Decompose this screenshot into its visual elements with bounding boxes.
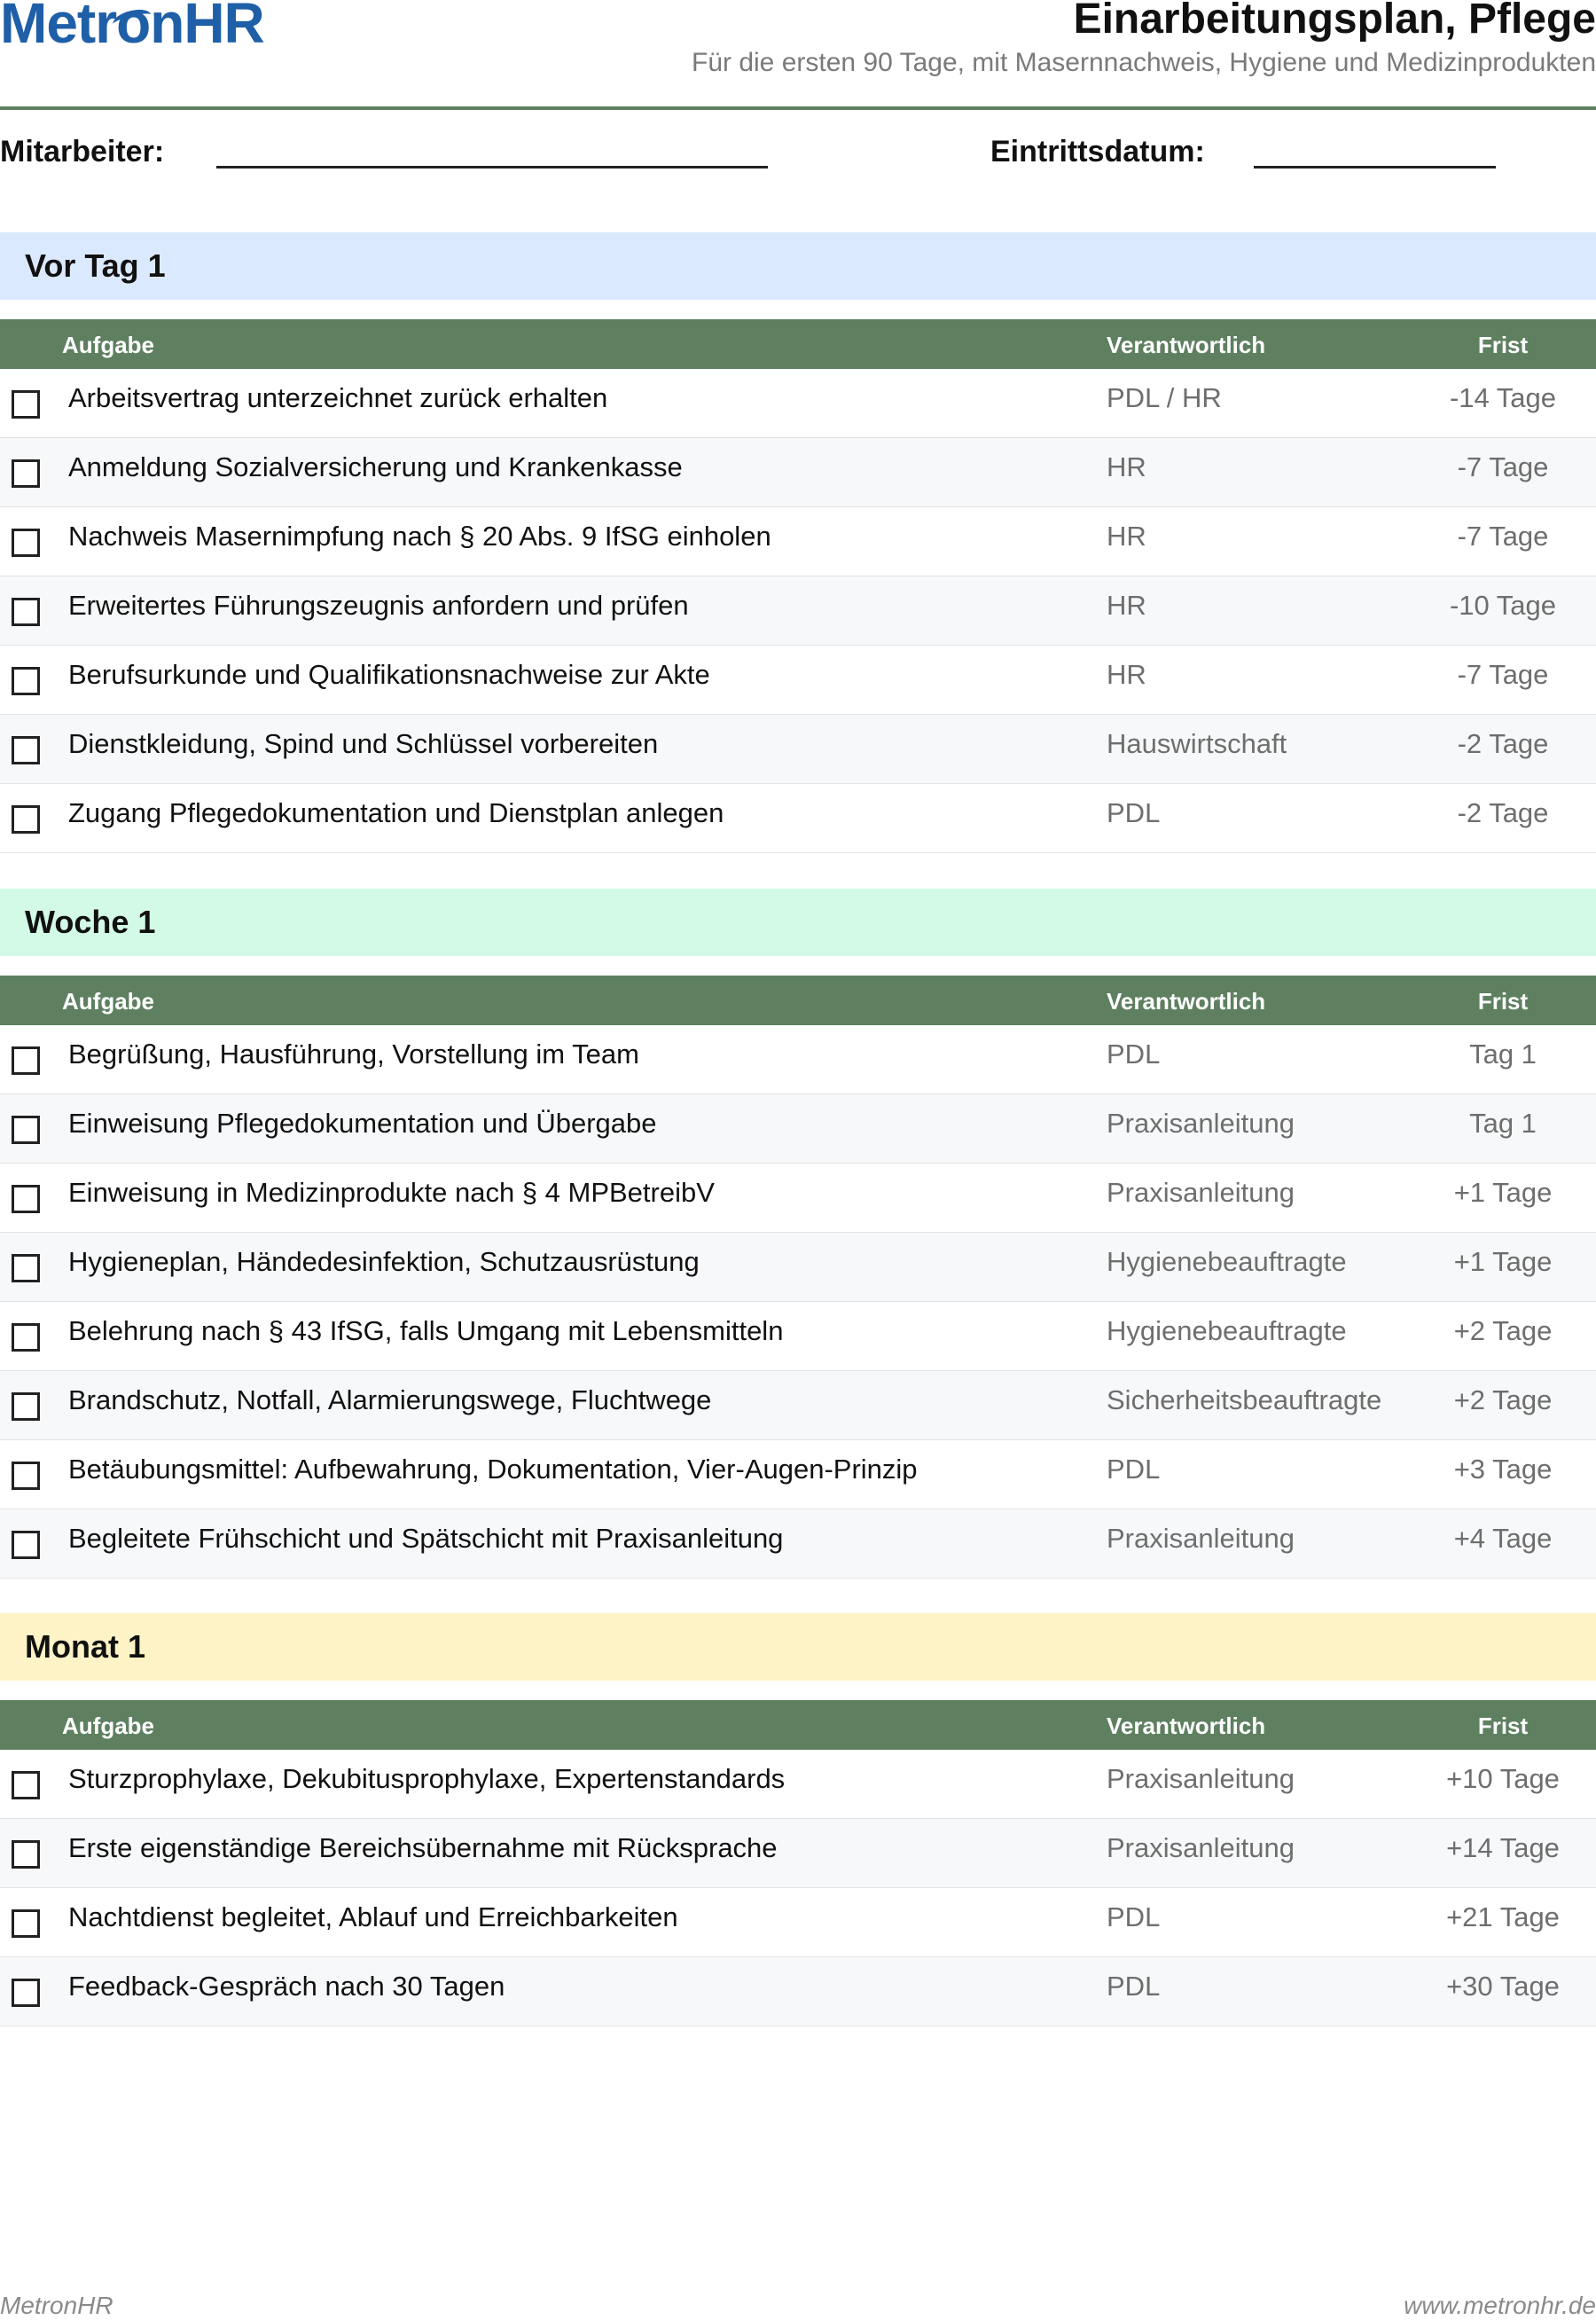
column-header-task: Aufgabe [62, 988, 154, 1015]
table-row [0, 1025, 1596, 1094]
table-row [0, 1371, 1596, 1440]
table-body [0, 369, 1596, 853]
responsible-text: PDL [1107, 1901, 1161, 1932]
responsible-text: HR [1107, 590, 1146, 621]
table-month-1 [0, 1700, 1596, 2026]
footer-brand: MetronHR [0, 2292, 113, 2319]
task-checkbox[interactable] [12, 667, 40, 695]
task-text: Feedback-Gespräch nach 30 Tagen [68, 1971, 505, 2002]
section-header-before-day-1: Vor Tag 1 [0, 232, 1596, 300]
logo-text-orb: o [116, 0, 151, 55]
table-row [0, 369, 1596, 438]
task-text: Anmeldung Sozialversicherung und Krankenkasse [68, 451, 683, 482]
column-header-due: Frist [1477, 332, 1529, 358]
task-text: Zugang Pflegedokumentation und Dienstplan anlegen [68, 797, 724, 828]
task-text: Dienstkleidung, Spind und Schlüssel vorbereiten [68, 728, 659, 759]
due-text: Tag 1 [1469, 1039, 1537, 1070]
column-header-due: Frist [1477, 988, 1529, 1015]
task-checkbox[interactable] [12, 529, 40, 557]
table-row [0, 1750, 1596, 1819]
task-text: Nachtdienst begleitet, Ablauf und Erreichbarkeiten [68, 1901, 678, 1932]
logo-text-start: Metr [0, 0, 117, 55]
table-row [0, 1888, 1596, 1957]
due-text: +21 Tage [1446, 1901, 1560, 1932]
responsible-text: HR [1107, 451, 1146, 482]
due-text: -2 Tage [1457, 728, 1549, 759]
table-week-1 [0, 976, 1596, 1579]
responsible-text: PDL [1107, 1971, 1161, 2002]
responsible-text: PDL [1107, 1039, 1161, 1070]
table-body [0, 1750, 1596, 2026]
task-checkbox[interactable] [12, 1531, 40, 1559]
task-text: Hygieneplan, Händedesinfektion, Schutzausrüstung [68, 1246, 700, 1277]
due-text: +30 Tage [1446, 1971, 1560, 2002]
header-divider [0, 106, 1596, 110]
due-text: +14 Tage [1446, 1832, 1560, 1863]
task-text: Begrüßung, Hausführung, Vorstellung im Team [68, 1039, 639, 1070]
due-text: Tag 1 [1469, 1108, 1537, 1139]
due-text: -7 Tage [1457, 521, 1549, 552]
task-text: Erweitertes Führungszeugnis anfordern und prüfen [68, 590, 689, 621]
due-text: +2 Tage [1453, 1315, 1553, 1346]
task-text: Erste eigenständige Bereichsübernahme mit Rücksprache [68, 1832, 778, 1863]
due-text: +3 Tage [1453, 1454, 1553, 1485]
task-checkbox[interactable] [12, 1323, 40, 1352]
column-header-due: Frist [1477, 1713, 1529, 1739]
task-text: Belehrung nach § 43 IfSG, falls Umgang mit Lebensmitteln [68, 1315, 784, 1346]
table-row [0, 1094, 1596, 1164]
column-header-responsible: Verantwortlich [1107, 332, 1266, 358]
due-text: +1 Tage [1453, 1177, 1553, 1208]
task-text: Einweisung Pflegedokumentation und Übergabe [68, 1108, 657, 1139]
table-before-day-1 [0, 319, 1596, 853]
responsible-text: PDL / HR [1107, 382, 1222, 413]
task-text: Betäubungsmittel: Aufbewahrung, Dokumentation, Vier-Augen-Prinzip [68, 1454, 918, 1485]
start-date-label: Eintrittsdatum: [990, 135, 1205, 169]
task-checkbox[interactable] [12, 1979, 40, 2007]
task-text: Berufsurkunde und Qualifikationsnachweise zur Akte [68, 659, 710, 690]
table-header [0, 319, 1596, 369]
task-checkbox[interactable] [12, 1254, 40, 1282]
table-row [0, 1509, 1596, 1579]
task-checkbox[interactable] [12, 598, 40, 626]
table-row [0, 1819, 1596, 1888]
due-text: +1 Tage [1453, 1246, 1553, 1277]
task-text: Begleitete Frühschicht und Spätschicht mit Praxisanleitung [68, 1523, 784, 1554]
footer-url[interactable]: www.metronhr.de [1404, 2292, 1596, 2319]
start-date-input-line[interactable] [1254, 166, 1496, 169]
responsible-text: Praxisanleitung [1107, 1177, 1295, 1208]
responsible-text: PDL [1107, 797, 1161, 828]
brand-logo [0, 0, 264, 55]
responsible-text: HR [1107, 659, 1146, 690]
task-checkbox[interactable] [12, 390, 40, 419]
table-row [0, 784, 1596, 853]
column-header-responsible: Verantwortlich [1107, 1713, 1266, 1739]
task-text: Nachweis Masernimpfung nach § 20 Abs. 9 IfSG einholen [68, 521, 771, 552]
task-checkbox[interactable] [12, 1185, 40, 1213]
task-text: Brandschutz, Notfall, Alarmierungswege, Fluchtwege [68, 1384, 712, 1415]
logo-text-end: nHR [150, 0, 264, 55]
section-header-week-1: Woche 1 [0, 889, 1596, 956]
responsible-text: Sicherheitsbeauftragte [1107, 1384, 1382, 1415]
responsible-text: PDL [1107, 1454, 1161, 1485]
task-checkbox[interactable] [12, 459, 40, 488]
responsible-text: Praxisanleitung [1107, 1523, 1295, 1554]
table-row [0, 576, 1596, 646]
column-header-responsible: Verantwortlich [1107, 988, 1266, 1015]
responsible-text: Praxisanleitung [1107, 1832, 1295, 1863]
task-checkbox[interactable] [12, 1046, 40, 1075]
task-checkbox[interactable] [12, 1771, 40, 1799]
due-text: -14 Tage [1449, 382, 1557, 413]
table-row [0, 1164, 1596, 1233]
due-text: -10 Tage [1449, 590, 1557, 621]
logo-orb [116, 0, 151, 55]
section-header-month-1: Monat 1 [0, 1613, 1596, 1681]
task-text: Sturzprophylaxe, Dekubitusprophylaxe, Expertenstandards [68, 1763, 786, 1794]
table-row [0, 715, 1596, 784]
table-header [0, 976, 1596, 1025]
responsible-text: Hygienebeauftragte [1107, 1246, 1347, 1277]
task-checkbox[interactable] [12, 1392, 40, 1421]
task-checkbox[interactable] [12, 1840, 40, 1869]
page-subtitle: Für die ersten 90 Tage, mit Masernnachweis, Hygiene und Medizinprodukten [692, 48, 1596, 77]
responsible-text: Hauswirtschaft [1107, 728, 1287, 759]
due-text: +4 Tage [1453, 1523, 1553, 1554]
due-text: -7 Tage [1457, 451, 1549, 482]
table-header [0, 1700, 1596, 1750]
table-row [0, 1233, 1596, 1302]
column-header-task: Aufgabe [62, 332, 154, 358]
table-row [0, 507, 1596, 576]
responsible-text: HR [1107, 521, 1146, 552]
task-text: Einweisung in Medizinprodukte nach § 4 MPBetreibV [68, 1177, 715, 1208]
table-row [0, 438, 1596, 507]
task-checkbox[interactable] [12, 1116, 40, 1144]
table-body [0, 1025, 1596, 1579]
column-header-task: Aufgabe [62, 1713, 154, 1739]
table-row [0, 1957, 1596, 2026]
responsible-text: Praxisanleitung [1107, 1763, 1295, 1794]
table-row [0, 1302, 1596, 1371]
responsible-text: Hygienebeauftragte [1107, 1315, 1347, 1346]
task-checkbox[interactable] [12, 1909, 40, 1938]
responsible-text: Praxisanleitung [1107, 1108, 1295, 1139]
task-text: Arbeitsvertrag unterzeichnet zurück erhalten [68, 382, 608, 413]
task-checkbox[interactable] [12, 736, 40, 764]
task-checkbox[interactable] [12, 805, 40, 834]
table-row [0, 1440, 1596, 1509]
page-title: Einarbeitungsplan, Pflege [1073, 0, 1596, 43]
due-text: +10 Tage [1446, 1763, 1560, 1794]
due-text: +2 Tage [1453, 1384, 1553, 1415]
employee-input-line[interactable] [216, 166, 768, 169]
task-checkbox[interactable] [12, 1462, 40, 1490]
due-text: -7 Tage [1457, 659, 1549, 690]
table-row [0, 646, 1596, 715]
employee-label: Mitarbeiter: [0, 135, 165, 169]
due-text: -2 Tage [1457, 797, 1549, 828]
